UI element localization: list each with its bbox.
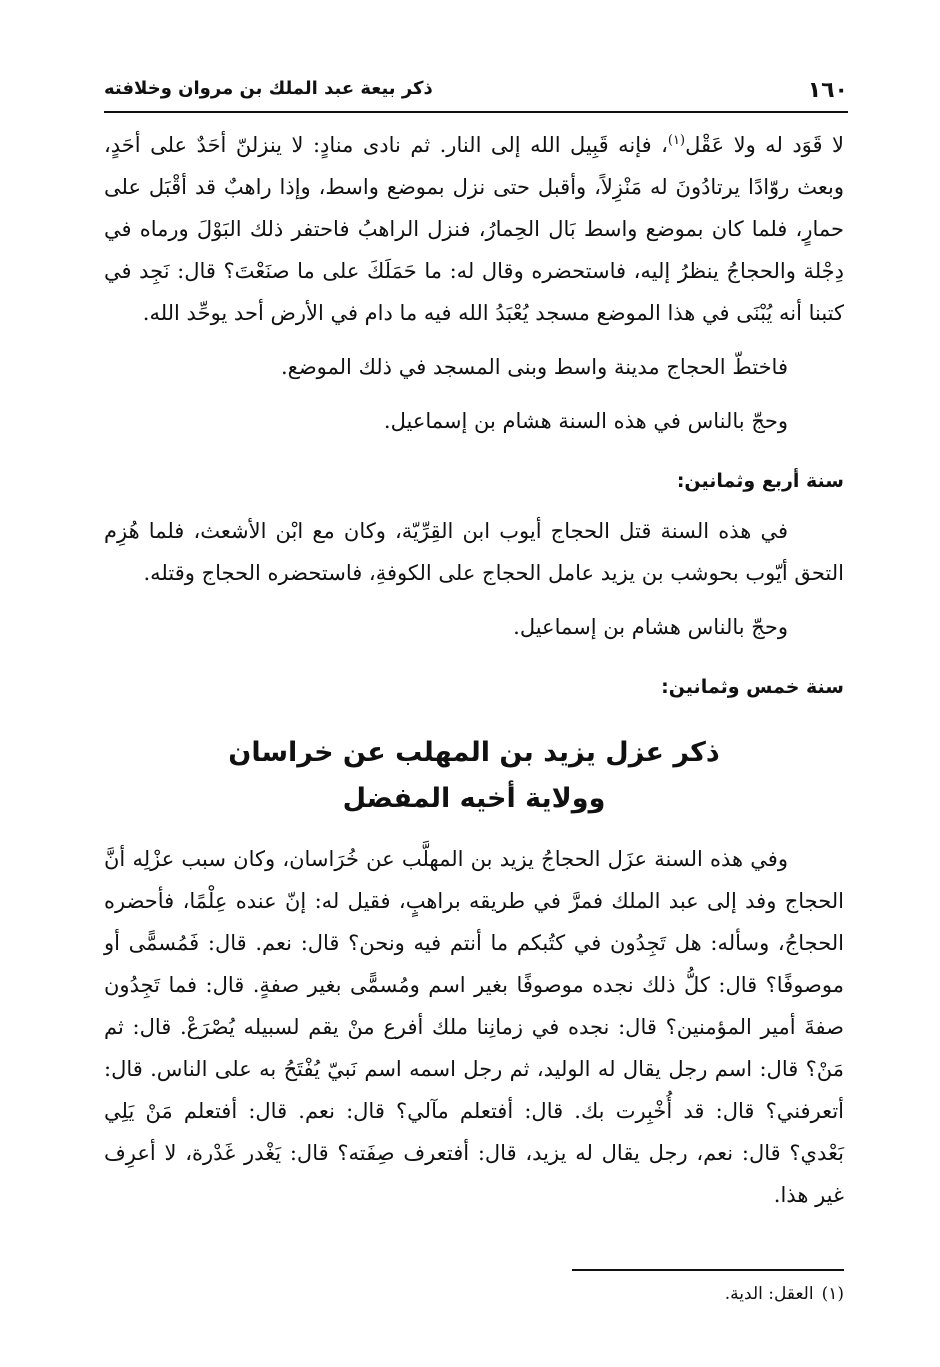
- paragraph-4: في هذه السنة قتل الحجاج أيوب ابن القِرِّيّة، وكان مع ابْن الأشعث، فلما هُزِم التحق أيّوب بحوشب بن يزيد عامل الحجاج على الكوفةِ، فاستحضره الحجاج وقتله.: [104, 519, 844, 585]
- header-rule: [104, 111, 848, 113]
- chapter-title: [104, 730, 844, 822]
- paragraph-6: وفي هذه السنة عزَل الحجاجُ يزيد بن المهلَّب عن خُرَاسان، وكان سبب عزْلِه أنَّ الحجاج وفد إلى عبد الملك فمرَّ في طريقه براهبٍ، فقيل له: إنّ عنده عِلْمًا، فأحضره الحجاجُ، وسأله: هل تَجِدُون في كتُبكم ما أنتم فيه ونحن؟ قال: نعم. قال: فَمُسمًّى أو موصوفًا؟ قال: كلُّ ذلك نجده موصوفًا بغير اسم ومُسمًّى بغير صفةٍ. قال: فما تَجِدُون صفةَ أمير المؤمنين؟ قال: نجده في زمانِنا ملك أفرع منْ يقم لسبيله يُصْرَعْ. قال: ثم مَنْ؟ قال: اسم رجل يقال له الوليد، ثم رجل اسمه اسم نَبيّ يُفْتَحُ به على الناس. قال: أتعرفني؟ قال: قد أُخْبِرت بك. قال: أفتعلم مآلي؟ قال: نعم. قال: أفتعلم مَنْ يَلِي بَعْدي؟ قال: نعم، رجل يقال له يزيد، قال: أفتعرف صِفَته؟ قال: يَغْدر غَدْرة، لا أعرِف غير هذا.: [104, 847, 844, 1207]
- footnote: [104, 1280, 844, 1308]
- page-body: [104, 124, 844, 1216]
- paragraph-1-rest: ، فإنه قَبِيل الله إلى النار. ثم نادى منادٍ: لا ينزلنّ أحَدٌ على أحَدٍ، وبعث روّادًا يرتادُونَ له مَنْزِلاً، وأقبل حتى نزل بموضع واسط، وإذا راهبٌ قد أقْبَل على حمارٍ، فلما كان بموضع واسط بَال الحِمارُ، فنزل الراهبُ فاحتفر ذلك البَوْلَ ورماه في دِجْلة والحجاجُ ينظرُ إليه، فاستحضره وقال له: ما حَمَلَكَ على ما صنَعْتَ؟ قال: نَجِد في كتبنا أنه يُبْنَى في هذا الموضع مسجد يُعْبَدُ الله فيه ما دام في الأرض أحد يوحِّد الله.: [104, 133, 844, 325]
- footnote-mark: (١): [821, 1284, 844, 1304]
- page-header: [104, 76, 848, 110]
- chapter-title-line-2: وولاية أخيه المفضل: [342, 783, 606, 814]
- section-heading-84: سنة أربع وثمانين:: [676, 470, 844, 492]
- footnote-reference: (١): [667, 133, 686, 148]
- paragraph-5: وحجّ بالناس هشام بن إسماعيل.: [513, 615, 788, 639]
- paragraph-1-start: لا قَوَد له ولا عَقْل: [685, 133, 845, 157]
- paragraph-3: وحجّ بالناس في هذه السنة هشام بن إسماعيل.: [383, 409, 788, 433]
- footnote-rule: [572, 1269, 844, 1271]
- running-head: ذكر بيعة عبد الملك بن مروان وخلافته: [104, 78, 433, 99]
- footnote-text: العقل: الدية.: [724, 1284, 814, 1304]
- section-heading-85: سنة خمس وثمانين:: [661, 676, 844, 698]
- chapter-title-line-1: ذكر عزل يزيد بن المهلب عن خراسان: [228, 737, 720, 768]
- paragraph-2: فاختطّ الحجاج مدينة واسط وبنى المسجد في ذلك الموضع.: [280, 355, 788, 379]
- page-number: ١٦٠: [807, 78, 848, 103]
- paragraph-1: [104, 124, 844, 334]
